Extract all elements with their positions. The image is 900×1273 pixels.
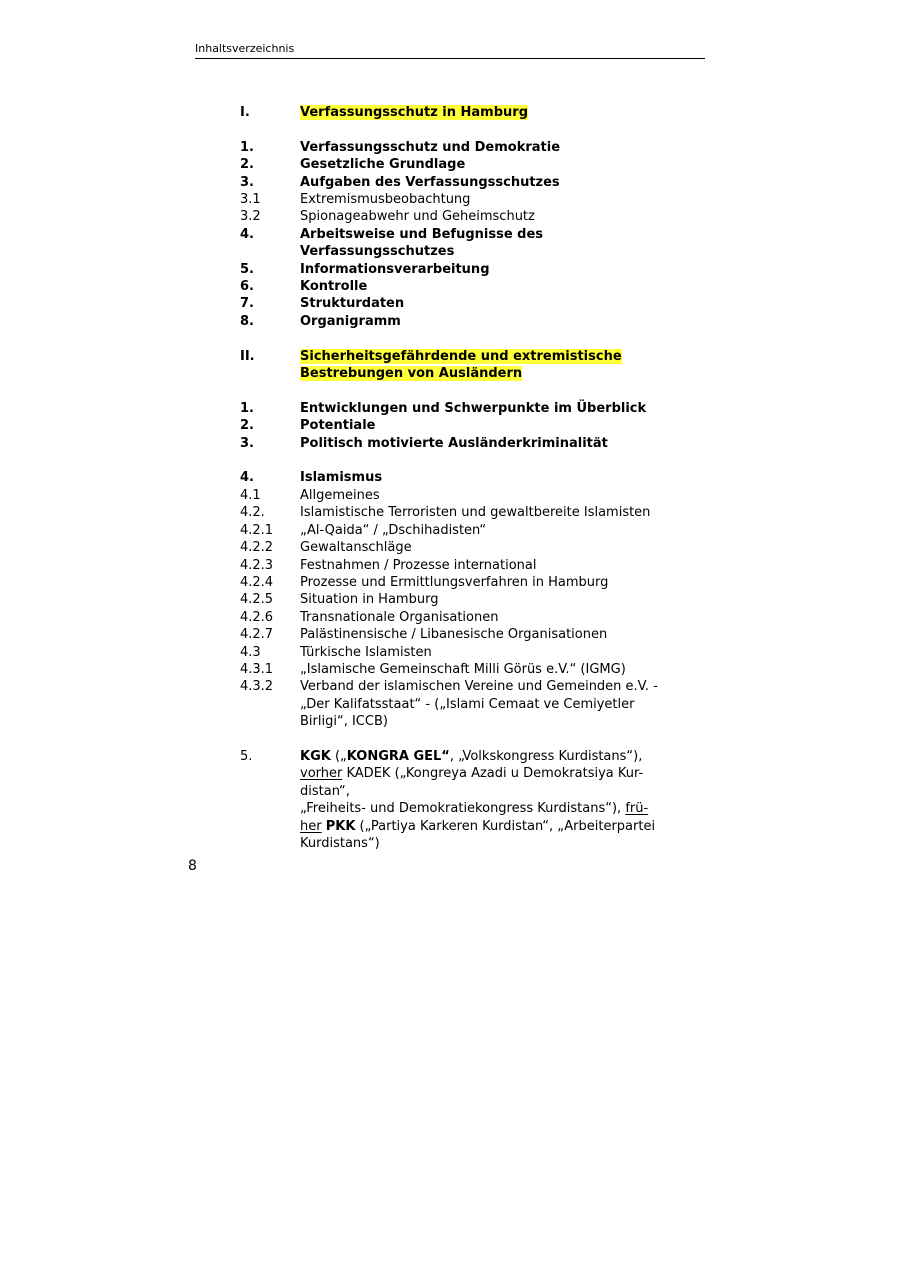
toc-entry — [240, 557, 680, 574]
entry-text-line2: „Der Kalifatsstaat“ - („Islami Cemaat ve Cemiyetler — [300, 696, 635, 712]
entry-number: 3.1 — [240, 192, 261, 208]
entry-number: 5. — [240, 748, 253, 764]
entry-text: Prozesse und Ermittlungsverfahren in Hamburg — [300, 574, 609, 590]
entry-text: Islamismus — [300, 470, 383, 486]
toc-entry — [240, 469, 680, 486]
entry-text: Gewaltanschläge — [300, 540, 412, 556]
pkk-abbrev: PKK — [325, 818, 356, 834]
entry-text: Potentiale — [300, 418, 376, 434]
toc-entry-4-3-2 — [240, 678, 680, 730]
frueher-part2: her — [300, 818, 322, 834]
entry-text: Allgemeines — [300, 487, 380, 503]
toc-entry-5 — [240, 748, 680, 852]
entry-text: Politisch motivierte Ausländerkriminalität — [300, 435, 608, 451]
kgk-abbrev: KGK — [300, 748, 331, 764]
table-of-contents — [240, 104, 680, 852]
entry-text: Situation in Hamburg — [300, 592, 439, 608]
part2-list-a — [240, 400, 680, 452]
toc-entry — [240, 539, 680, 556]
entry-text: Transnationale Organisationen — [300, 609, 499, 625]
entry-text: Strukturdaten — [300, 296, 405, 312]
toc-entry — [240, 400, 680, 417]
entry-text: Spionageabwehr und Geheimschutz — [300, 209, 535, 225]
entry-text: Entwicklungen und Schwerpunkte im Überblick — [300, 400, 647, 416]
toc-entry — [240, 295, 680, 312]
part1-number: I. — [240, 105, 250, 120]
entry-number: 4.2.5 — [240, 592, 274, 608]
entry-text: Verfassungsschutz und Demokratie — [300, 139, 561, 155]
toc-entry — [240, 313, 680, 330]
entry-number: 8. — [240, 313, 254, 329]
entry-number: 3. — [240, 174, 254, 190]
entry-number: 4.2.7 — [240, 627, 274, 643]
toc-entry — [240, 661, 680, 678]
part1-list — [240, 139, 680, 330]
entry-number: 4.1 — [240, 487, 261, 503]
entry-text: („Partiya Karkeren Kurdistan“, „Arbeiterpartei — [355, 818, 656, 834]
kongra-gel: KONGRA GEL“ — [346, 748, 450, 764]
page-number: 8 — [188, 858, 197, 874]
toc-entry — [240, 609, 680, 626]
toc-entry — [240, 487, 680, 504]
toc-entry — [240, 574, 680, 591]
entry-number: 4.3 — [240, 644, 261, 660]
toc-entry — [240, 591, 680, 608]
entry-number: 6. — [240, 279, 254, 295]
entry-text: „Islamische Gemeinschaft Milli Görüs e.V.“ (IGMG) — [300, 661, 626, 677]
entry-number: 7. — [240, 296, 254, 312]
entry-text: Informationsverarbeitung — [300, 261, 490, 277]
toc-entry — [240, 417, 680, 434]
toc-entry — [240, 261, 680, 278]
toc-entry — [240, 278, 680, 295]
toc-entry — [240, 644, 680, 661]
entry-number: 2. — [240, 418, 254, 434]
entry-text: („ — [330, 748, 347, 764]
entry-number: 4. — [240, 226, 254, 242]
entry-text: „Al-Qaida“ / „Dschihadisten“ — [300, 522, 487, 538]
part2-heading — [240, 348, 680, 383]
entry-text: Islamistische Terroristen und gewaltbereite Islamisten — [300, 505, 651, 521]
toc-entry — [240, 191, 680, 208]
entry-text: „Freiheits- und Demokratiekongress Kurdistans“), — [300, 801, 626, 817]
running-header: Inhaltsverzeichnis — [195, 42, 705, 59]
entry-number: 4.2.1 — [240, 522, 274, 538]
entry-number: 4.2. — [240, 505, 265, 521]
entry-number: 4. — [240, 470, 254, 486]
toc-entry — [240, 208, 680, 225]
entry-number: 4.2.2 — [240, 540, 274, 556]
toc-entry — [240, 504, 680, 521]
toc-entry — [240, 226, 680, 261]
entry-number: 1. — [240, 139, 254, 155]
entry-number: 4.2.3 — [240, 557, 274, 573]
entry-text: Aufgaben des Verfassungsschutzes — [300, 174, 560, 190]
part2-number: II. — [240, 348, 255, 364]
entry-text: Kurdistans“) — [300, 835, 380, 851]
part1-title: Verfassungsschutz in Hamburg — [300, 105, 529, 120]
entry-text: distan“, — [300, 783, 350, 799]
entry-number: 3. — [240, 435, 254, 451]
toc-entry — [240, 522, 680, 539]
part2-title-line2: Bestrebungen von Ausländern — [300, 366, 523, 382]
part2-title-line1: Sicherheitsgefährdende und extremistische — [300, 348, 622, 364]
part1-heading — [240, 104, 680, 121]
entry-number: 4.3.2 — [240, 679, 274, 695]
entry-text: Kontrolle — [300, 279, 368, 295]
entry-text: Arbeitsweise und Befugnisse des Verfassungsschutzes — [300, 226, 544, 260]
entry-number: 5. — [240, 261, 254, 277]
entry-number: 4.2.6 — [240, 609, 274, 625]
toc-entry — [240, 174, 680, 191]
entry-text: , „Volkskongress Kurdistans“), — [449, 748, 643, 764]
toc-entry — [240, 435, 680, 452]
toc-entry — [240, 139, 680, 156]
entry-text: Türkische Islamisten — [300, 644, 432, 660]
part2-list-b — [240, 469, 680, 678]
entry-text: Festnahmen / Prozesse international — [300, 557, 537, 573]
entry-text-line3: Birligi“, ICCB) — [300, 714, 388, 730]
entry-text: Organigramm — [300, 313, 401, 329]
entry-number: 1. — [240, 400, 254, 416]
toc-entry — [240, 626, 680, 643]
vorher-word: vorher — [300, 766, 343, 782]
toc-entry — [240, 156, 680, 173]
entry-text: KADEK („Kongreya Azadi u Demokratsiya Kur- — [342, 766, 644, 782]
entry-text: Extremismusbeobachtung — [300, 192, 471, 208]
frueher-part1: frü- — [625, 801, 649, 817]
entry-number: 4.3.1 — [240, 661, 274, 677]
entry-number: 2. — [240, 157, 254, 173]
entry-text: Palästinensische / Libanesische Organisationen — [300, 627, 608, 643]
entry-text: Gesetzliche Grundlage — [300, 157, 466, 173]
entry-text-line1: Verband der islamischen Vereine und Gemeinden e.V. - — [300, 679, 658, 695]
entry-number: 4.2.4 — [240, 574, 274, 590]
entry-number: 3.2 — [240, 209, 261, 225]
